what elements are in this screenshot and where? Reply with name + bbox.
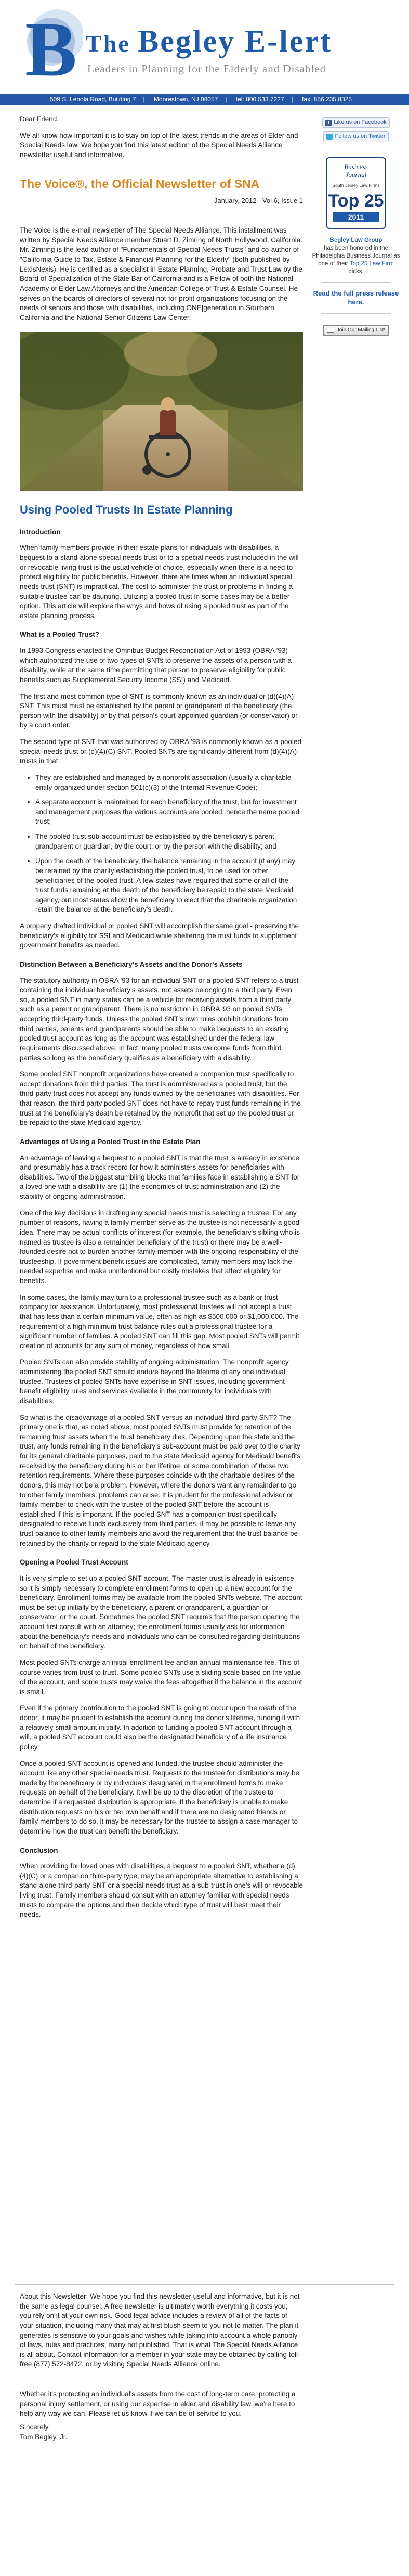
city: Moorestown, NJ 08057: [153, 96, 218, 103]
paragraph: So what is the disadvantage of a pooled SNT versus an individual third-party SNT? The primary one is that, as noted above, most pooled SNTs must provide for retention of the remaining trust assets when the trust beneficiary dies. Depending upon the state and the trust, any funds remaining in the beneficiary's sub-account must be paid over to the charity for its general charitable purposes, paid to the state Medicaid agency for Medicaid benefits received by the beneficiary during his or her lifetime, or some combination of those two retention requirements. Where these purposes coincide with the charitable desires of the donors, this may not be a problem. However, where the donors want any remainder to go to other family members, problems can arise. It is prudent for the professional advisor or family member to check with the trustee of the pooled SNT before the account is established if this is important. If the pooled SNT has a companion trust specifically designated to receive funds exclusively from third parties, it may be possible to leave any trust balance to other family members and avoid the requirement that the trust balance be retained by the charity or repaid to the state Medicaid agency.: [20, 1413, 301, 1547]
wheelchair-on-path-image: [20, 332, 303, 491]
sidebar: [312, 117, 400, 336]
firm-honor: [312, 237, 400, 276]
main-content: [20, 114, 303, 1927]
paragraph: Pooled SNTs can also provide stability of ongoing administration. The nonprofit agency administering the pooled SNT should endure beyond the lifetime of any one individual trustee. Trustees of pooled SNTs have expertise in SNT issues, including government benefit eligibility rules and services available in the community for individuals with disabilities.: [20, 1358, 289, 1405]
masthead: [0, 0, 409, 93]
greeting: Dear Friend,: [20, 115, 59, 123]
facebook-like-label: Like us on Facebook: [334, 119, 387, 125]
section-heading-opening-account: Opening a Pooled Trust Account: [20, 1558, 128, 1567]
facebook-icon: f: [325, 120, 332, 126]
intro-paragraph: We all know how important it is to stay on top of the latest trends in the areas of Elder and Special Needs law. We hope you find this latest edition of the Special Needs Alliance newsletter useful and informative.: [20, 131, 298, 159]
issue-line: January, 2012 - Vol 6, Issue 1: [214, 197, 303, 205]
twitter-follow-button[interactable]: [323, 131, 388, 142]
facebook-like-button[interactable]: [322, 117, 390, 128]
list-item: • A separate account is maintained for each beneficiary of the trust, but for investment and management purposes the various accounts are pooled, hence the name pooled trust;: [35, 798, 303, 827]
phone[interactable]: tel: 800.533.7227: [235, 96, 284, 103]
paragraph: One of the key decisions in drafting any special needs trust is selecting a trustee. For any number of reasons, having a family member serve as the trustee is not necessarily a good idea. There may be actual conflicts of interest (for example, the beneficiary's sibling who is named as trustee is also a remainder beneficiary of the trust) or there may be a well-founded desire not to burden another family member with the ongoing responsibility of the trusteeship. If government benefit issues are complicated, family members may lack the needed expertise and make unintentional but costly mistakes that affect eligibility for benefits.: [20, 1209, 300, 1285]
section-heading-conclusion: Conclusion: [20, 1846, 58, 1854]
pooled-trust-differences-list: [35, 773, 303, 915]
badge-line2: Journal: [345, 171, 367, 179]
contact-bar: 509 S. Lenola Road, Building 7 | Moorestown, NJ 08057 | tel: 800.533.7227 | fax: 856.235.8325: [0, 94, 409, 105]
sidebar-divider: [321, 313, 391, 314]
badge-year: 2011: [348, 213, 364, 222]
twitter-follow-label: Follow us on Twitter: [335, 133, 386, 140]
signoff: [20, 2423, 300, 2442]
section-heading-distinction: Distinction Between a Beneficiary's Assets and the Donor's Assets: [20, 960, 243, 968]
signature-name: Tom Begley, Jr.: [20, 2432, 68, 2441]
list-item: • They are established and managed by a nonprofit association (usually a charitable entity organized under section 501(c)(3) of the Internal Revenue Code);: [35, 773, 303, 792]
paragraph: Some pooled SNT nonprofit organizations have created a companion trust specifically to accept donations from third parties. The trust is administered as a pooled trust, but the third-party trust does not accept any funds owned by the beneficiaries with disabilities. For that reason, the third-party pooled SNT does not have to repay trust funds remaining in the trust at the beneficiary's death be retained by the nonprofit that set up the pooled trust or be repaid to the state Medicaid agency.: [20, 1070, 301, 1127]
press-release-text: Read the full press release: [313, 289, 399, 297]
firm-honor-text: has been honored in the Philadelphia Business Journal as one of their: [312, 245, 400, 267]
newsletter-title: The Begley E-lert: [86, 24, 333, 58]
top25-badge: [325, 157, 387, 233]
top25-link[interactable]: Top 25 Law Firm: [349, 260, 394, 267]
fax: fax: 856.235.8325: [301, 96, 352, 103]
section-heading-advantages: Advantages of Using a Pooled Trust in the Estate Plan: [20, 1137, 201, 1146]
press-release-period: .: [362, 298, 364, 306]
badge-line3: South Jersey Law Firms: [332, 183, 380, 188]
envelope-icon: [327, 328, 334, 333]
paragraph: An advantage of leaving a bequest to a pooled SNT is that the trust is already in existence and presumably has a track record for how it administers assets for beneficiaries with disabilities. Two of the biggest stumbling blocks that families face in establishing a SNT for a loved one with a disability are (1) the economics of trust administration and (2) the stability of ongoing administration.: [20, 1154, 300, 1201]
paragraph: It is very simple to set up a pooled SNT account. The master trust is already in existence so it is simply necessary to complete enrollment forms to open up a new account for the beneficiary. Enrollment forms may be available from the pooled SNTs website. The account must be set up initially by the beneficiary, a parent or grandparent, a guardian or conservator, or the court. Sometimes the pooled SNT requires that the person opening the account first consult with an attorney; the enrollment forms usually ask for information about the beneficiary's needs and individuals who can be consulted regarding distributions on behalf of the beneficiary.: [20, 1574, 302, 1650]
article-title: Using Pooled Trusts In Estate Planning: [20, 503, 233, 517]
paragraph: When providing for loved ones with disabilities, a bequest to a pooled SNT, whether a (d)(4)(C) or a companion third-party type, may be an appropriate alternative to establishing a stand-alone third-party SNT or a special needs trust as a sub-trust in one's will or revocable living trust. Family members should consult with an attorney familiar with special needs trusts to compare the options and then decide which type of trust will best meet their needs.: [20, 1862, 303, 1919]
twitter-icon: [326, 134, 333, 140]
join-mailing-list-button[interactable]: [323, 325, 389, 336]
paragraph: Even if the primary contribution to the pooled SNT is going to occur upon the death of the donor, it may be prudent to establish the account during the donor's lifetime, funding it with a relatively small amount initially. In addition to funding a pooled SNT account through a will, a pooled SNT account could also be the designated beneficiary of a life insurance policy.: [20, 1704, 300, 1751]
firm-name: Begley Law Group: [329, 237, 382, 243]
paragraph: In some cases, the family may turn to a professional trustee such as a bank or trust company for assistance. Unfortunately, most professional trustees will not accept a trust that has less than a certain minimum value, often as high as $500,000 or $1,000,000. The requirement of a high minimum trust balance rules out a professional trustee for a significant number of families. A pooled SNT can fill this gap. Most pooled SNTs will permit creation of accounts for any sum of money, regardless of how small.: [20, 1293, 299, 1350]
section-heading-introduction: Introduction: [20, 528, 61, 536]
badge-line1: Business: [344, 163, 368, 171]
paragraph: The statutory authority in OBRA '93 for an individual SNT or a pooled SNT refers to a trust containing the individual beneficiary's assets, not assets belonging to a third party. Even so, a pooled SNT in many states can be a vehicle for receiving assets from a third party such as a parent or grandparent. There is no restriction in OBRA '93 on pooled SNTs accepting third-party funds. Unless the pooled SNT's own rules prohibit donations from third parties, parents and grandparents should be able to make bequests to an existing pooled trust account as long as the account was established under the federal law requirements discussed above. In fact, many pooled trusts welcome funds from third parties so long as the beneficiary qualifies as a beneficiary with a disability.: [20, 976, 299, 1062]
press-release: [312, 289, 400, 307]
badge-big: Top 25: [328, 191, 384, 211]
section-heading-what-is-pooled-trust: What is a Pooled Trust?: [20, 631, 100, 639]
paragraph: In 1993 Congress enacted the Omnibus Budget Reconciliation Act of 1993 (OBRA '93) which authorized the use of two types of SNTs to preserve the assets of a person with a disability, while at the same time permitting that person to preserve eligibility for public benefits such as Supplemental Security Income (SSI) and Medicaid.: [20, 647, 292, 684]
firm-honor-suffix: picks.: [348, 268, 364, 275]
list-item: • The pooled trust sub-account must be established by the beneficiary's parent, grandparent or guardian, by the court, or by the person with the disability; and: [35, 832, 303, 851]
address: 509 S. Lenola Road, Building 7: [50, 96, 136, 103]
paragraph: When family members provide in their estate plans for individuals with disabilities, a bequest to a stand-alone special needs trust or to a special needs trust included in the will or revocable living trust is the usual vehicle of choice, especially when there is a need to protect eligibility for public benefits. However, there are times when an individual special needs trust (SNT) is impractical. The cost to administer the trust or problems in finding a suitable trustee can be daunting. Utilizing a pooled trust in some cases may be a better option. This article will explore the whys and hows of using a pooled trust as part of the estate planning process.: [20, 544, 299, 620]
logo-b-icon: [21, 5, 83, 83]
award-badge-icon: [325, 157, 387, 229]
mailing-label: Join Our Mailing List!: [336, 327, 386, 333]
signoff-text: Sincerely,: [20, 2423, 50, 2431]
paragraph: The second type of SNT that was authorized by OBRA '93 is commonly known as a pooled special needs trust or (d)(4)(C) SNT. Pooled SNTs are significantly different from (d)(4)(A) trusts in that:: [20, 738, 301, 765]
newsletter-heading: The Voice®, the Official Newsletter of SNA: [20, 176, 260, 190]
wheelchair-photo: [20, 332, 303, 491]
svg-text:B: B: [25, 6, 77, 83]
tagline: Leaders in Planning for the Elderly and Disabled: [87, 62, 326, 75]
author-bio: The Voice is the e-mail newsletter of The Special Needs Alliance. This installment was written by Special Needs Alliance member Stuart D. Zimring of North Hollywood, California. Mr. Zimring is the lead author of "Fundamentals of Special Needs Trusts" and co-author of "California Guide to Tax, Estate & Financial Planning for the Elderly" (both published by LexisNexis). He is certified as a specialist in Estate Planning, Probate and Trust Law by the Board of Specialization of the State Bar of California and is a Fellow of both the National Academy of Elder Law Attorneys and the American College of Trust & Estate Counsel. He serves on the boards of directors of several not-for-profit organizations focusing on the needs of seniors and those with disabilities, including ONE|generation in Southern California and the National Senior Citizens Law Center.: [20, 226, 303, 322]
footer: [15, 2284, 394, 2449]
paragraph: A properly drafted individual or pooled SNT will accomplish the same goal - preserving the beneficiary's eligibility for SSI and Medicaid while sheltering the trust funds to supplement government benefits as needed.: [20, 922, 299, 950]
list-item: • Upon the death of the beneficiary, the balance remaining in the account (if any) may be retained by the charity establishing the pooled trust, to be used for other beneficiaries of the pooled trust. A few states have required that some or all of the trust funds remaining at the death of the beneficiary be repaid to the state Medicaid agency, but most states allow the beneficiary to elect that the charitable organization retain the balance at the beneficiary's death.: [35, 856, 303, 915]
paragraph: Most pooled SNTs charge an initial enrollment fee and an annual maintenance fee. This of course varies from trust to trust. Some pooled SNTs use a sliding scale based on the value of the account, and some trusts may waive the fees altogether if the balance in the account is small.: [20, 1658, 302, 1696]
paragraph: Once a pooled SNT account is opened and funded, the trustee should administer the account like any other special needs trust. Requests to the trustee for distributions may be made by the beneficiary or by individuals designated in the enrollment forms to make requests on behalf of the beneficiary. It will be up to the discretion of the trustee to determine if a requested distribution is appropriate. If the beneficiary is unable to make distribution requests on his or her own behalf and if there are no designated friends or family members to do so, it may be necessary for the trustee to assign a case manager to determine how the trust can benefit the beneficiary.: [20, 1759, 300, 1835]
paragraph: The first and most common type of SNT is commonly known as an individual or (d)(4)(A) SNT. This must must be established by the parent or grandparent of the beneficiary (the person with the disability) or by that person's court-appointed guardian (or conservator) or by a court order.: [20, 692, 298, 729]
press-release-link[interactable]: here: [348, 298, 362, 306]
sidebar-divider: [321, 282, 391, 283]
closing-paragraph: Whether it's protecting an individual's assets from the cost of long-term care, protecting a personal injury settlement, or using our expertise in elder and disability law, we're here to help any way we can. Please let us know if we can be of service to you.: [20, 2390, 296, 2418]
newsletter-disclaimer: About this Newsletter: We hope you find this newsletter useful and informative, but it is not the same as legal counsel. A free newsletter is ultimately worth everything it costs you; you rely on it at your own risk. Good legal advice includes a review of all of the facts of your situation, including many that may at first blush seem to you not to matter. The plan it generates is sensitive to your goals and wishes while taking into account a whole panoply of laws, rules and practices, many not published. That is what The Special Needs Alliance is all about. Contact information for a member in your state may be obtained by calling toll-free (877) 572-8472, or by visiting Special Needs Alliance online.: [20, 2292, 300, 2368]
